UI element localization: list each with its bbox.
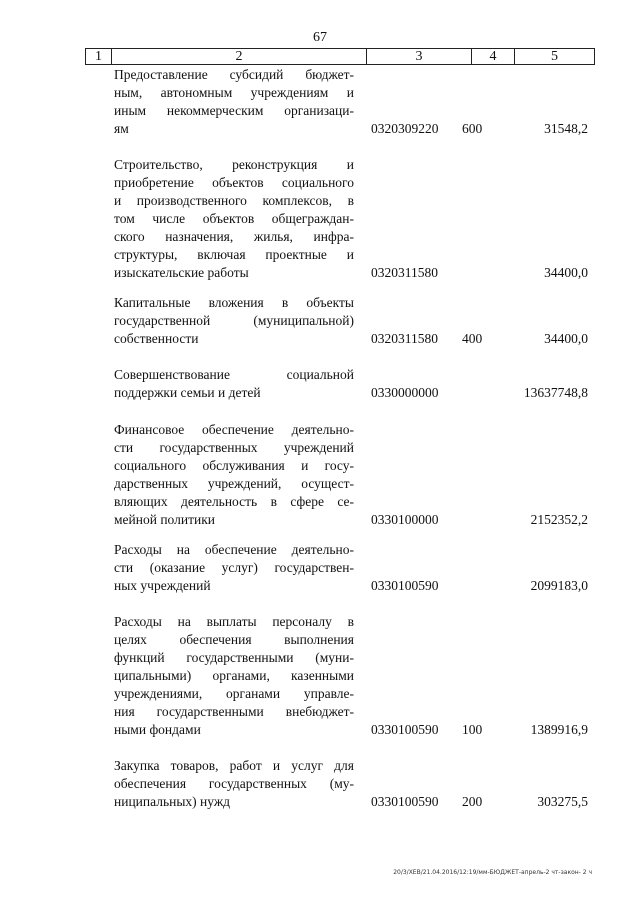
description-line: Закупка товаров, работ и услуг для [114, 758, 354, 773]
description-line: дарственных учреждений, осущест- [114, 476, 354, 491]
description-line: Расходы на выплаты персоналу в [114, 614, 354, 629]
description-line: вляющих деятельность в сфере се- [114, 494, 354, 509]
description-line: сти государственных учреждений [114, 440, 354, 455]
row-description [114, 366, 354, 402]
description-line: изыскательские работы [114, 265, 249, 280]
description-line: Финансовое обеспечение деятельно- [114, 422, 354, 437]
target-code: 0330100590 [371, 578, 439, 593]
description-line: обеспечения государственных (му- [114, 776, 354, 791]
description-line: сти (оказание услуг) государствен- [114, 560, 354, 575]
description-line: Строительство, реконструкция и [114, 157, 354, 172]
description-line: Предоставление субсидий бюджет- [114, 67, 354, 82]
description-line: ным, автономным учреждениям и [114, 85, 354, 100]
amount: 1389916,9 [530, 722, 588, 737]
row-description [114, 757, 354, 811]
row-description [114, 541, 354, 595]
header-col-4: 4 [472, 49, 515, 64]
description-line: Расходы на обеспечение деятельно- [114, 542, 354, 557]
description-line: Совершенствование социальной [114, 367, 354, 382]
row-description [114, 66, 354, 138]
target-code: 0330100590 [371, 794, 439, 809]
description-line: ского назначения, жилья, инфра- [114, 229, 354, 244]
description-line: ям [114, 121, 129, 136]
description-line: поддержки семьи и детей [114, 385, 261, 400]
header-col-3: 3 [367, 49, 472, 64]
description-line: собственности [114, 331, 199, 346]
expense-type: 200 [462, 794, 483, 809]
description-line: социального обслуживания и госу- [114, 458, 354, 473]
expense-type: 100 [462, 722, 483, 737]
description-line: приобретение объектов социального [114, 175, 354, 190]
amount: 2152352,2 [530, 512, 588, 527]
amount: 34400,0 [544, 265, 588, 280]
description-line: том числе объектов общеграждан- [114, 211, 354, 226]
expense-type: 400 [462, 331, 483, 346]
description-line: государственной (муниципальной) [114, 313, 354, 328]
description-line: структуры, включая проектные и [114, 247, 354, 262]
target-code: 0330100590 [371, 722, 439, 737]
description-line: Капитальные вложения в объекты [114, 295, 354, 310]
description-line: иным некоммерческим организаци- [114, 103, 354, 118]
header-col-2: 2 [112, 49, 367, 64]
description-line: и производственного комплексов, в [114, 193, 354, 208]
target-code: 0330000000 [371, 385, 439, 400]
expense-type: 600 [462, 121, 483, 136]
target-code: 0320311580 [371, 331, 438, 346]
description-line: ния государственными внебюджет- [114, 704, 354, 719]
amount: 34400,0 [544, 331, 588, 346]
description-line: учреждениями, органами управле- [114, 686, 354, 701]
header-col-5: 5 [551, 49, 558, 64]
description-line: ных учреждений [114, 578, 211, 593]
document-footer: 20/3/ХЕВ/21.04.2016/12:19/мм-БЮДЖЕТ-апрель-2 чт-закон- 2 ч [393, 869, 592, 876]
description-line: ниципальных) нужд [114, 794, 231, 809]
row-description [114, 613, 354, 739]
description-line: ными фондами [114, 722, 201, 737]
header-col-1: 1 [86, 49, 112, 64]
description-line: мейной политики [114, 512, 215, 527]
description-line: целях обеспечения выполнения [114, 632, 354, 647]
target-code: 0330100000 [371, 512, 439, 527]
row-description [114, 294, 354, 348]
page-number: 67 [313, 30, 327, 45]
row-description [114, 156, 354, 282]
amount: 303275,5 [537, 794, 588, 809]
target-code: 0320311580 [371, 265, 438, 280]
row-description [114, 421, 354, 529]
amount: 31548,2 [544, 121, 588, 136]
description-line: функций государственными (муни- [114, 650, 354, 665]
target-code: 0320309220 [371, 121, 439, 136]
description-line: ципальными) органами, казенными [114, 668, 354, 683]
amount: 2099183,0 [530, 578, 588, 593]
amount: 13637748,8 [523, 385, 588, 400]
